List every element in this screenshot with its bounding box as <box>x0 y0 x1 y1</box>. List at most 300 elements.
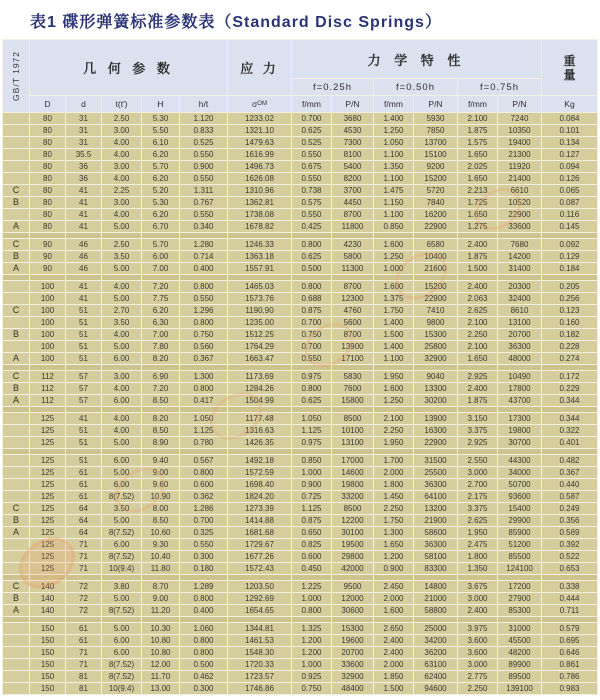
value-cell: 1479.63 <box>228 137 291 148</box>
value-cell: 1512.25 <box>228 329 291 340</box>
value-cell: 1.000 <box>374 263 413 274</box>
series-letter-cell <box>3 425 29 436</box>
value-cell: 139100 <box>498 683 541 694</box>
spacer-cell <box>228 365 291 370</box>
value-cell: 0.400 <box>180 605 227 616</box>
spacer-cell <box>542 449 597 454</box>
value-cell: 51 <box>66 455 101 466</box>
spacer-cell <box>374 365 413 370</box>
value-cell: 3.000 <box>458 659 497 670</box>
value-cell: 0.688 <box>292 293 331 304</box>
value-cell: 3.50 <box>102 317 141 328</box>
series-letter-cell <box>3 341 29 352</box>
spacer-cell <box>498 617 541 622</box>
value-cell: 125 <box>30 563 65 574</box>
value-cell: 3.600 <box>458 647 497 658</box>
header-deflection-050h: f=0.50h <box>374 79 457 95</box>
value-cell: 61 <box>66 491 101 502</box>
value-cell: 1654.65 <box>228 605 291 616</box>
value-cell: 1764.29 <box>228 341 291 352</box>
value-cell: 0.134 <box>542 137 597 148</box>
value-cell: 9040 <box>414 371 457 382</box>
value-cell: 1.250 <box>374 125 413 136</box>
value-cell: 63100 <box>414 659 457 670</box>
value-cell: 85500 <box>498 551 541 562</box>
series-letter-cell <box>3 659 29 670</box>
value-cell: 0.401 <box>542 437 597 448</box>
value-cell: 10.80 <box>142 647 179 658</box>
spacer-cell <box>142 407 179 412</box>
value-cell: 85300 <box>498 605 541 616</box>
value-cell: 12.00 <box>142 659 179 670</box>
value-cell: 7600 <box>332 383 373 394</box>
value-cell: 0.101 <box>542 125 597 136</box>
value-cell: 0.123 <box>542 305 597 316</box>
value-cell: 8610 <box>498 305 541 316</box>
value-cell: 0.127 <box>542 149 597 160</box>
value-cell: 5.20 <box>142 185 179 196</box>
value-cell: 7.20 <box>142 383 179 394</box>
value-cell: 1344.81 <box>228 623 291 634</box>
series-letter-cell <box>3 491 29 502</box>
value-cell: 12200 <box>332 515 373 526</box>
value-cell: 71 <box>66 647 101 658</box>
value-cell: 58100 <box>414 551 457 562</box>
value-cell: 4760 <box>332 305 373 316</box>
value-cell: 8.50 <box>142 515 179 526</box>
value-cell: 22900 <box>414 293 457 304</box>
standard-label: GB/T 1972 <box>11 51 21 101</box>
value-cell: 5.30 <box>142 113 179 124</box>
spacer-cell <box>458 365 497 370</box>
value-cell: 1235.00 <box>228 317 291 328</box>
value-cell: 13100 <box>498 317 541 328</box>
value-cell: 0.725 <box>292 491 331 502</box>
value-cell: 3.000 <box>458 467 497 478</box>
value-cell: 0.780 <box>180 437 227 448</box>
value-cell: 0.675 <box>292 161 331 172</box>
header-weight-char2: 量 <box>563 67 576 82</box>
value-cell: 72 <box>66 593 101 604</box>
value-cell: 0.344 <box>542 395 597 406</box>
value-cell: 124100 <box>498 563 541 574</box>
value-cell: 2.250 <box>458 683 497 694</box>
value-cell: 3.00 <box>102 371 141 382</box>
value-cell: 3.975 <box>458 623 497 634</box>
series-letter-cell <box>3 125 29 136</box>
value-cell: 6.00 <box>102 353 141 364</box>
value-cell: 30700 <box>498 437 541 448</box>
value-cell: 5.00 <box>102 515 141 526</box>
value-cell: 4.00 <box>102 281 141 292</box>
value-cell: 140 <box>30 581 65 592</box>
spacer-cell <box>292 575 331 580</box>
value-cell: 20300 <box>498 281 541 292</box>
series-letter-cell <box>3 551 29 562</box>
value-cell: 80 <box>30 173 65 184</box>
value-cell: 89900 <box>498 659 541 670</box>
value-cell: 5.00 <box>102 263 141 274</box>
value-cell: 6.00 <box>102 647 141 658</box>
value-cell: 1.100 <box>374 353 413 364</box>
value-cell: 0.300 <box>180 551 227 562</box>
value-cell: 4.00 <box>102 209 141 220</box>
value-cell: 0.800 <box>180 593 227 604</box>
series-letter-cell <box>3 317 29 328</box>
value-cell: 0.983 <box>542 683 597 694</box>
spacer-cell <box>458 275 497 280</box>
spacer-cell <box>292 365 331 370</box>
value-cell: 1.725 <box>458 197 497 208</box>
spacer-cell <box>458 233 497 238</box>
value-cell: 0.700 <box>292 317 331 328</box>
value-cell: 1.750 <box>374 305 413 316</box>
value-cell: 1.060 <box>180 623 227 634</box>
value-cell: 0.833 <box>180 125 227 136</box>
value-cell: 100 <box>30 353 65 364</box>
value-cell: 1492.18 <box>228 455 291 466</box>
value-cell: 1.700 <box>374 455 413 466</box>
value-cell: 2.250 <box>374 503 413 514</box>
value-cell: 41 <box>66 185 101 196</box>
value-cell: 125 <box>30 479 65 490</box>
value-cell: 13.00 <box>142 683 179 694</box>
value-cell: 0.340 <box>180 221 227 232</box>
value-cell: 6.00 <box>102 455 141 466</box>
value-cell: 8(7.52) <box>102 527 141 538</box>
series-letter-cell <box>3 293 29 304</box>
value-cell: 1.311 <box>180 185 227 196</box>
value-cell: 33200 <box>332 491 373 502</box>
value-cell: 1.100 <box>374 149 413 160</box>
value-cell: 112 <box>30 371 65 382</box>
spacer-cell <box>228 449 291 454</box>
value-cell: 4450 <box>332 197 373 208</box>
value-cell: 64 <box>66 503 101 514</box>
spacer-cell <box>292 233 331 238</box>
value-cell: 32900 <box>414 353 457 364</box>
header-geometry: 几 何 参 数 <box>30 40 227 95</box>
value-cell: 0.145 <box>542 221 597 232</box>
value-cell: 0.550 <box>180 209 227 220</box>
value-cell: 0.065 <box>542 185 597 196</box>
value-cell: 1.125 <box>180 425 227 436</box>
value-cell: 48200 <box>498 647 541 658</box>
value-cell: 1.400 <box>374 113 413 124</box>
value-cell: 10.30 <box>142 623 179 634</box>
spacer-cell <box>102 407 141 412</box>
value-cell: 1572.59 <box>228 467 291 478</box>
spacer-cell <box>332 233 373 238</box>
value-cell: 100 <box>30 281 65 292</box>
value-cell: 4.00 <box>102 383 141 394</box>
value-cell: 3700 <box>332 185 373 196</box>
value-cell: 0.550 <box>180 539 227 550</box>
spacer-cell <box>332 407 373 412</box>
series-letter-cell <box>3 563 29 574</box>
spacer-cell <box>498 233 541 238</box>
spacer-cell <box>30 617 65 622</box>
value-cell: 4530 <box>332 125 373 136</box>
value-cell: 1677.26 <box>228 551 291 562</box>
value-cell: 0.750 <box>180 329 227 340</box>
value-cell: 83300 <box>414 563 457 574</box>
value-cell: 31 <box>66 125 101 136</box>
value-cell: 10.60 <box>142 527 179 538</box>
value-cell: 17100 <box>332 353 373 364</box>
value-cell: 0.550 <box>292 173 331 184</box>
value-cell: 41 <box>66 197 101 208</box>
value-cell: 1362.81 <box>228 197 291 208</box>
value-cell: 6.20 <box>142 173 179 184</box>
value-cell: 1.250 <box>374 395 413 406</box>
value-cell: 1246.33 <box>228 239 291 250</box>
value-cell: 46 <box>66 251 101 262</box>
spacer-cell <box>542 275 597 280</box>
value-cell: 36 <box>66 161 101 172</box>
value-cell: 5600 <box>332 317 373 328</box>
value-cell: 1292.69 <box>228 593 291 604</box>
value-cell: 0.522 <box>542 551 597 562</box>
spacer-cell <box>542 575 597 580</box>
value-cell: 0.550 <box>180 293 227 304</box>
value-cell: 9.40 <box>142 455 179 466</box>
value-cell: 29900 <box>498 515 541 526</box>
value-cell: 2.400 <box>374 635 413 646</box>
series-letter-cell: B <box>3 515 29 526</box>
value-cell: 4.00 <box>102 413 141 424</box>
value-cell: 1.200 <box>374 551 413 562</box>
value-cell: 10350 <box>498 125 541 136</box>
value-cell: 4.00 <box>102 173 141 184</box>
spacer-cell <box>332 575 373 580</box>
value-cell: 0.875 <box>292 305 331 316</box>
series-letter-cell <box>3 281 29 292</box>
value-cell: 0.367 <box>180 353 227 364</box>
spacer-cell <box>180 449 227 454</box>
value-cell: 5800 <box>332 251 373 262</box>
value-cell: 15800 <box>332 395 373 406</box>
value-cell: 8.70 <box>142 581 179 592</box>
value-cell: 31 <box>66 137 101 148</box>
spacer-cell <box>3 233 29 238</box>
value-cell: 1.650 <box>458 173 497 184</box>
value-cell: 8500 <box>332 503 373 514</box>
value-cell: 6.90 <box>142 371 179 382</box>
value-cell: 13900 <box>332 341 373 352</box>
value-cell: 8.50 <box>142 425 179 436</box>
value-cell: 0.700 <box>292 341 331 352</box>
value-cell: 57 <box>66 383 101 394</box>
value-cell: 25000 <box>414 623 457 634</box>
value-cell: 1190.90 <box>228 305 291 316</box>
value-cell: 90 <box>30 251 65 262</box>
value-cell: 5400 <box>332 161 373 172</box>
col-header-f3: f/mm <box>458 96 497 112</box>
value-cell: 14600 <box>332 467 373 478</box>
value-cell: 1.800 <box>458 551 497 562</box>
value-cell: 1.400 <box>374 317 413 328</box>
value-cell: 51 <box>66 425 101 436</box>
value-cell: 1496.73 <box>228 161 291 172</box>
value-cell: 8.50 <box>142 395 179 406</box>
value-cell: 7840 <box>414 197 457 208</box>
value-cell: 15300 <box>332 623 373 634</box>
value-cell: 0.800 <box>180 281 227 292</box>
value-cell: 80 <box>30 209 65 220</box>
value-cell: 13200 <box>414 503 457 514</box>
value-cell: 51 <box>66 305 101 316</box>
value-cell: 1.150 <box>374 197 413 208</box>
value-cell: 100 <box>30 317 65 328</box>
value-cell: 0.180 <box>180 563 227 574</box>
value-cell: 0.800 <box>180 383 227 394</box>
spacer-cell <box>3 407 29 412</box>
value-cell: 5.70 <box>142 161 179 172</box>
header-stress: 应 力 <box>228 40 291 95</box>
value-cell: 0.184 <box>542 263 597 274</box>
value-cell: 10100 <box>332 425 373 436</box>
value-cell: 45500 <box>498 635 541 646</box>
value-cell: 19800 <box>498 425 541 436</box>
value-cell: 3680 <box>332 113 373 124</box>
series-letter-cell: C <box>3 371 29 382</box>
value-cell: 3.375 <box>458 425 497 436</box>
value-cell: 6.20 <box>142 149 179 160</box>
header-deflection-025h: f=0.25h <box>292 79 373 95</box>
value-cell: 0.160 <box>542 317 597 328</box>
value-cell: 93600 <box>498 491 541 502</box>
value-cell: 1.286 <box>180 503 227 514</box>
spacer-cell <box>3 449 29 454</box>
sigma-subscript: OM <box>257 101 267 107</box>
value-cell: 1616.99 <box>228 149 291 160</box>
value-cell: 1.225 <box>292 581 331 592</box>
value-cell: 51 <box>66 317 101 328</box>
value-cell: 1.350 <box>458 563 497 574</box>
value-cell: 1.800 <box>374 479 413 490</box>
value-cell: 3.150 <box>458 413 497 424</box>
value-cell: 51 <box>66 329 101 340</box>
value-cell: 4.00 <box>102 137 141 148</box>
value-cell: 13100 <box>332 437 373 448</box>
value-cell: 0.800 <box>292 605 331 616</box>
spacer-cell <box>292 275 331 280</box>
value-cell: 140 <box>30 593 65 604</box>
value-cell: 34000 <box>498 467 541 478</box>
value-cell: 2.213 <box>458 185 497 196</box>
value-cell: 1.650 <box>458 353 497 364</box>
value-cell: 3.80 <box>102 581 141 592</box>
value-cell: 125 <box>30 527 65 538</box>
value-cell: 1426.35 <box>228 437 291 448</box>
spacer-cell <box>3 275 29 280</box>
value-cell: 125 <box>30 425 65 436</box>
value-cell: 48000 <box>498 353 541 364</box>
value-cell: 100 <box>30 341 65 352</box>
spacer-cell <box>180 233 227 238</box>
value-cell: 21300 <box>498 149 541 160</box>
value-cell: 0.525 <box>180 137 227 148</box>
value-cell: 2.100 <box>458 317 497 328</box>
spacer-cell <box>228 275 291 280</box>
value-cell: 6.10 <box>142 137 179 148</box>
value-cell: 0.861 <box>542 659 597 670</box>
value-cell: 0.600 <box>292 551 331 562</box>
value-cell: 90 <box>30 239 65 250</box>
spacer-cell <box>180 275 227 280</box>
value-cell: 20700 <box>332 647 373 658</box>
value-cell: 11.80 <box>142 563 179 574</box>
value-cell: 30100 <box>332 527 373 538</box>
value-cell: 4230 <box>332 239 373 250</box>
value-cell: 1.750 <box>374 515 413 526</box>
value-cell: 5830 <box>332 371 373 382</box>
value-cell: 9200 <box>414 161 457 172</box>
value-cell: 1738.08 <box>228 209 291 220</box>
series-letter-cell <box>3 173 29 184</box>
value-cell: 5.00 <box>102 437 141 448</box>
value-cell: 61 <box>66 623 101 634</box>
value-cell: 50700 <box>498 479 541 490</box>
value-cell: 1698.40 <box>228 479 291 490</box>
value-cell: 1557.91 <box>228 263 291 274</box>
value-cell: 41 <box>66 281 101 292</box>
value-cell: 0.567 <box>180 455 227 466</box>
value-cell: 1.000 <box>292 659 331 670</box>
value-cell: 13700 <box>414 137 457 148</box>
value-cell: 7240 <box>498 113 541 124</box>
spacer-cell <box>30 449 65 454</box>
value-cell: 1.875 <box>458 251 497 262</box>
value-cell: 1.050 <box>292 413 331 424</box>
value-cell: 1729.67 <box>228 539 291 550</box>
value-cell: 12300 <box>332 293 373 304</box>
spacer-cell <box>66 233 101 238</box>
value-cell: 112 <box>30 395 65 406</box>
value-cell: 72 <box>66 605 101 616</box>
value-cell: 1.950 <box>374 371 413 382</box>
series-letter-cell <box>3 161 29 172</box>
value-cell: 1273.39 <box>228 503 291 514</box>
spacer-cell <box>374 275 413 280</box>
value-cell: 58800 <box>414 605 457 616</box>
value-cell: 7410 <box>414 305 457 316</box>
value-cell: 2.000 <box>374 467 413 478</box>
value-cell: 5.50 <box>142 125 179 136</box>
value-cell: 2.400 <box>458 281 497 292</box>
value-cell: 36300 <box>498 341 541 352</box>
value-cell: 11.20 <box>142 605 179 616</box>
value-cell: 0.084 <box>542 113 597 124</box>
value-cell: 15200 <box>414 281 457 292</box>
value-cell: 1.500 <box>374 329 413 340</box>
series-letter-cell: A <box>3 395 29 406</box>
value-cell: 1.000 <box>292 467 331 478</box>
series-letter-cell: A <box>3 527 29 538</box>
value-cell: 3.675 <box>458 581 497 592</box>
spacer-cell <box>498 407 541 412</box>
value-cell: 7.00 <box>142 329 179 340</box>
value-cell: 8700 <box>332 329 373 340</box>
value-cell: 29800 <box>332 551 373 562</box>
series-letter-cell: B <box>3 329 29 340</box>
value-cell: 10.90 <box>142 491 179 502</box>
value-cell: 21000 <box>414 593 457 604</box>
spacer-cell <box>228 617 291 622</box>
value-cell: 0.205 <box>542 281 597 292</box>
value-cell: 33600 <box>332 659 373 670</box>
